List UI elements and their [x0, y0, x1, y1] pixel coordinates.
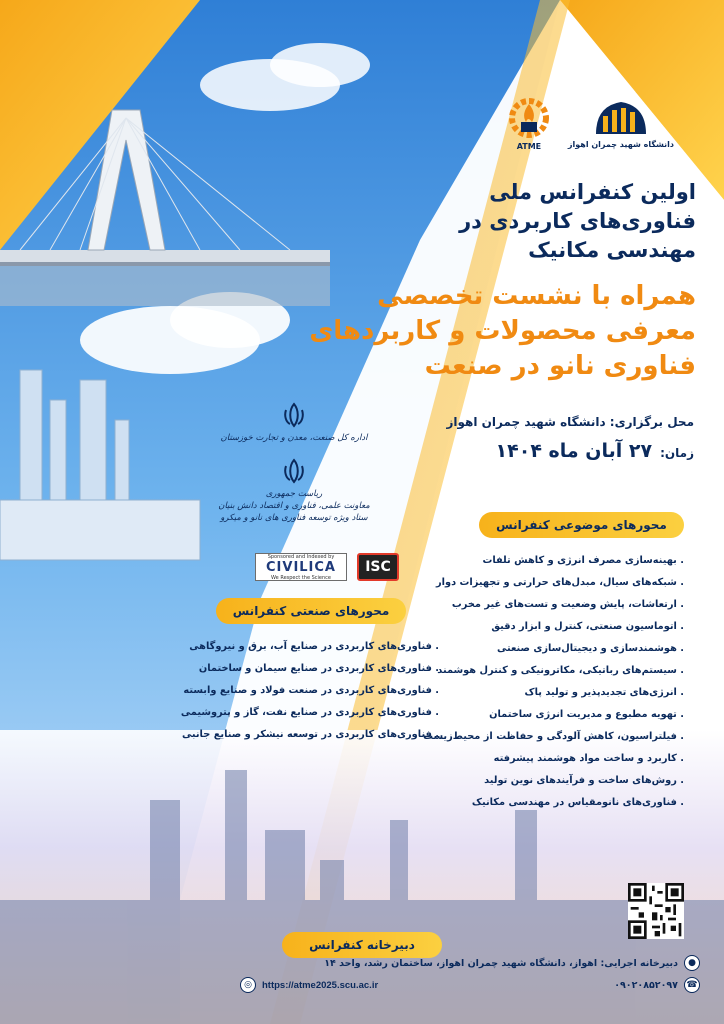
address-row	[324, 955, 700, 971]
university-logo	[568, 96, 674, 149]
address-text: دبیرخانه اجرایی: اهواز، دانشگاه شهید چمران اهواز، ساختمان رشد، واحد ۱۴	[324, 957, 678, 969]
list-item: . فناوری‌های کاربردی در صنعت فولاد و صنایع وابسته	[183, 685, 439, 696]
list-item: . تهویه مطبوع و مدیریت انرژی ساختمان	[489, 709, 684, 720]
gov1-text: اداره کل صنعت، معدن و تجارت خوزستان	[220, 433, 368, 443]
logo-row	[504, 96, 674, 151]
location-pin-icon: ●	[684, 955, 700, 971]
industry-title: محورهای صنعتی کنفرانس	[216, 598, 406, 624]
list-item: . فناوری‌های نانومقیاس در مهندسی مکانیک	[471, 797, 684, 808]
iran-emblem-icon	[281, 458, 307, 484]
date-label: زمان:	[660, 446, 694, 460]
title-line-3: مهندسی مکانیک	[528, 238, 696, 262]
list-item: . فناوری‌های کاربردی در صنایع سیمان و ساختمان	[198, 663, 439, 674]
list-item: . هوشمندسازی و دیجیتال‌سازی صنعتی	[497, 643, 684, 654]
university-caption: دانشگاه شهید چمران اهواز	[567, 140, 674, 149]
atme-label: ATME	[516, 142, 542, 151]
civilica-top: Sponsored and Indexed by	[267, 553, 335, 560]
gov2-line-3: ستاد ویژه توسعه فناوری های نانو و میکرو	[220, 513, 368, 523]
civilica-logo	[255, 553, 347, 581]
list-item: . اتوماسیون صنعتی، کنترل و ابزار دقیق	[491, 621, 684, 632]
civilica-name: CIVILICA	[266, 559, 336, 575]
globe-icon: ◎	[240, 977, 256, 993]
isc-logo: ISC	[357, 553, 399, 581]
secretariat-title: دبیرخانه کنفرانس	[282, 932, 442, 958]
list-item: . انرژی‌های تجدیدپذیر و تولید پاک	[524, 687, 684, 698]
phone-icon: ☎	[684, 977, 700, 993]
list-item: . فناوری‌های کاربردی در توسعه نیشکر و صنایع جانبی	[181, 729, 439, 740]
venue: محل برگزاری: دانشگاه شهید چمران اهواز	[446, 415, 694, 429]
atme-logo	[504, 96, 554, 151]
industry-list	[149, 636, 439, 746]
title-line-1: اولین کنفرانس ملی	[489, 180, 696, 204]
iran-emblem-icon	[281, 402, 307, 428]
list-item: . بهینه‌سازی مصرف انرژی و کاهش تلفات	[482, 555, 684, 566]
subtitle-line-1: همراه با نشست تخصصی	[377, 281, 696, 311]
list-item: . شبکه‌های سیال، مبدل‌های حرارتی و تجهیزات دوار	[436, 577, 684, 588]
gov2-line-1: ریاست جمهوری	[265, 489, 323, 499]
khuzestan-industry-org	[204, 402, 384, 444]
list-item: . ارتعاشات، پایش وضعیت و تست‌های غیر مخرب	[451, 599, 684, 610]
topics-title: محورهای موضوعی کنفرانس	[479, 512, 684, 538]
website-row[interactable]	[240, 977, 378, 993]
gov2-line-2: معاونت علمی، فناوری و اقتصاد دانش بنیان	[218, 501, 370, 511]
civilica-sub: We Respect the Science	[271, 574, 331, 581]
subtitle-line-2: معرفی محصولات و کاربردهای	[309, 316, 696, 346]
phone-text: ۰۹۰۲۰۸۵۲۰۹۷	[614, 979, 678, 991]
title-line-2: فناوری‌های کاربردی در	[459, 209, 696, 233]
title-block	[276, 178, 696, 384]
website-link[interactable]: https://atme2025.scu.ac.ir	[262, 979, 379, 991]
phone-row	[614, 977, 700, 993]
list-item: . فناوری‌های کاربردی در صنایع آب، برق و نیروگاهی	[189, 641, 439, 652]
date-value: ۲۷ آبان ماه ۱۴۰۴	[495, 440, 653, 462]
gear-flame-icon	[504, 96, 554, 140]
list-item: . فناوری‌های کاربردی در صنایع نفت، گاز و پتروشیمی	[180, 707, 439, 718]
qr-code-icon[interactable]	[628, 883, 684, 939]
event-date	[496, 440, 694, 462]
university-emblem-icon	[591, 96, 651, 138]
subtitle-line-3: فناوری نانو در صنعت	[424, 351, 696, 381]
list-item: . روش‌های ساخت و فرآیندهای نوین تولید	[484, 775, 684, 786]
list-item: . فیلتراسیون، کاهش آلودگی و حفاظت از محیط‌زیست	[423, 731, 684, 742]
list-item: . سیستم‌های رباتیکی، مکاترونیکی و کنترل هوشمند	[437, 665, 684, 676]
vice-presidency-org	[204, 458, 384, 524]
list-item: . کاربرد و ساخت مواد هوشمند پیشرفته	[493, 753, 684, 764]
partner-logos	[255, 553, 399, 581]
